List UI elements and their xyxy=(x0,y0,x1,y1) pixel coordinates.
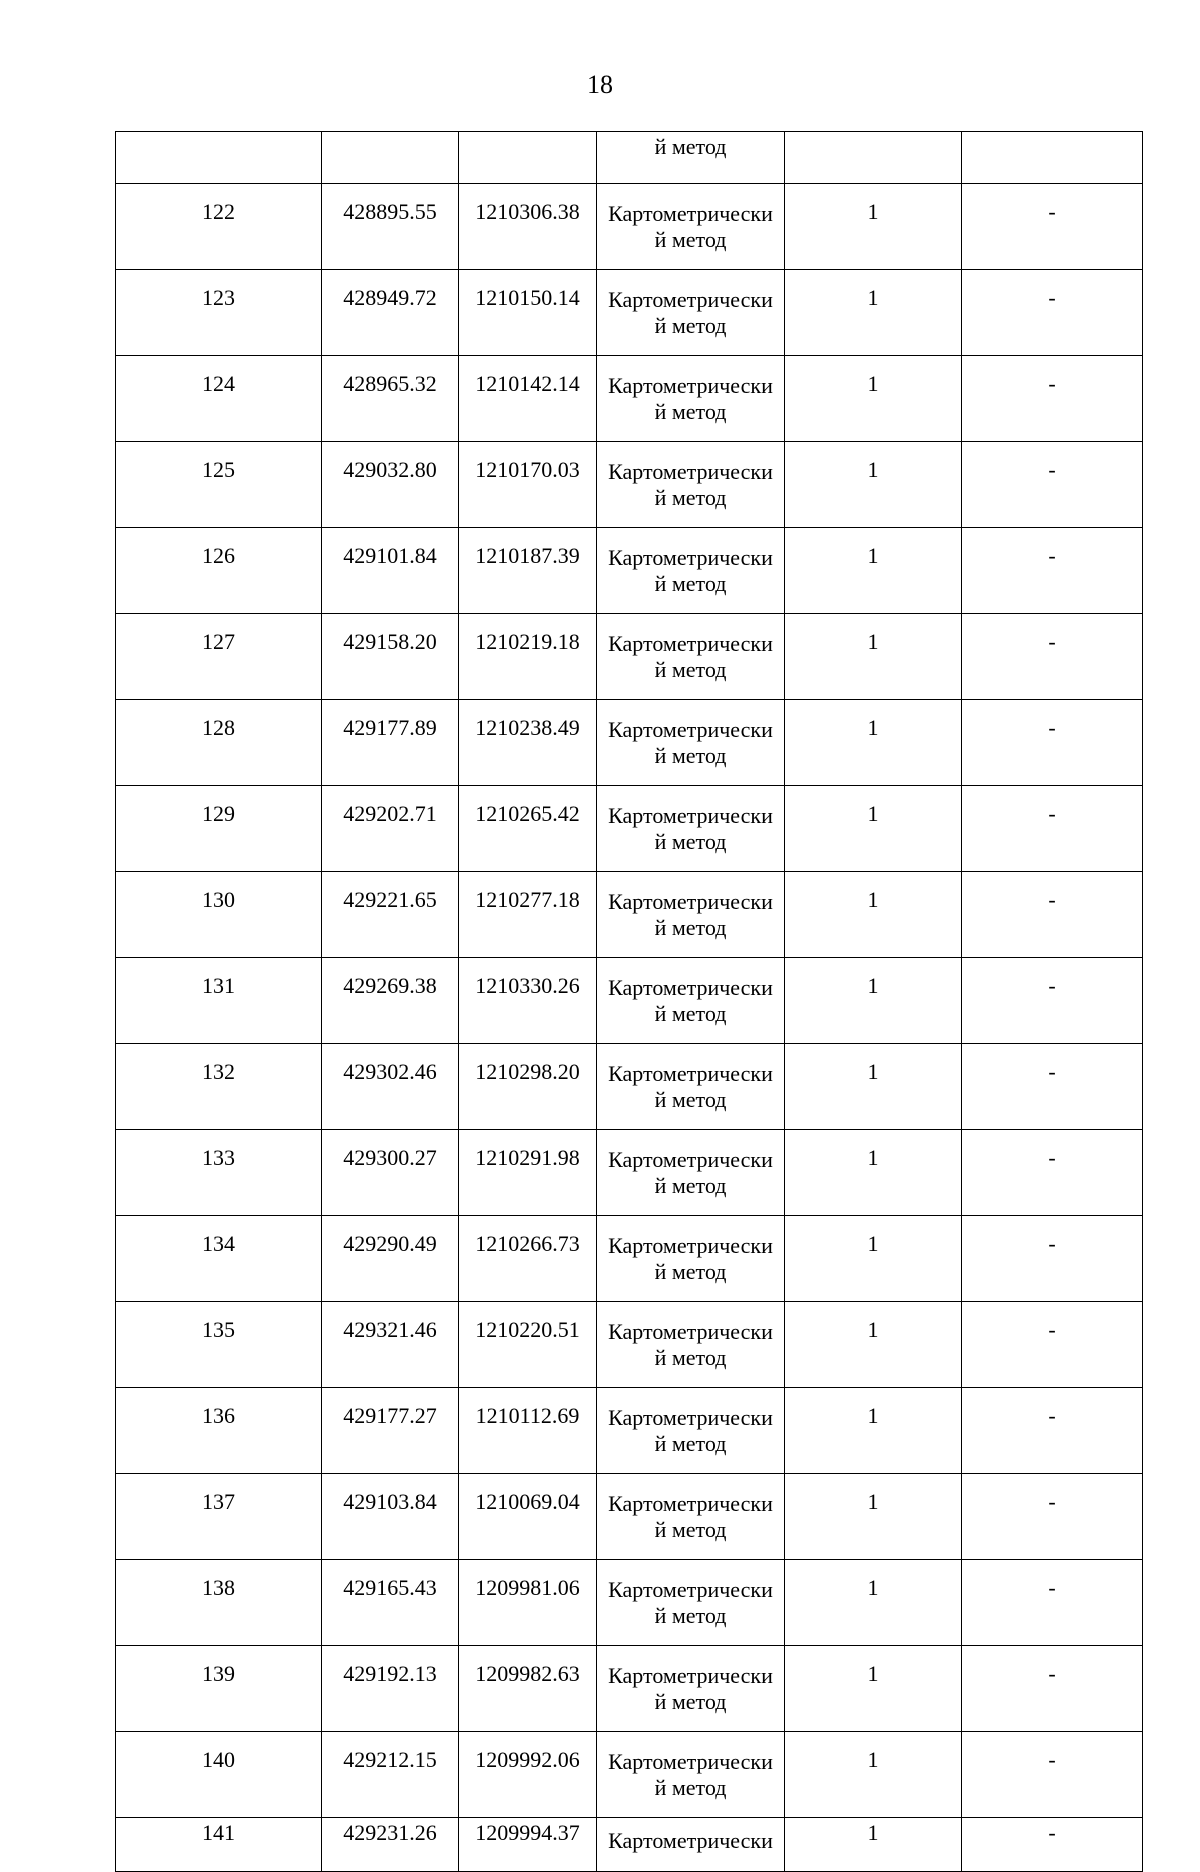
table-row xyxy=(116,1216,1143,1302)
cell-method xyxy=(597,442,785,528)
cell-accuracy: 1 xyxy=(785,614,962,700)
method-line-2: й метод xyxy=(654,1516,727,1542)
page-number: 18 xyxy=(587,70,613,99)
cell-x: 429321.46 xyxy=(322,1302,459,1388)
cell-y: 1209981.06 xyxy=(459,1560,597,1646)
table-row xyxy=(116,1044,1143,1130)
cell-note: - xyxy=(962,1818,1143,1872)
cell-y: 1210306.38 xyxy=(459,184,597,270)
cell-note xyxy=(962,132,1143,184)
cell-accuracy: 1 xyxy=(785,1216,962,1302)
cell-point-number: 139 xyxy=(116,1646,322,1732)
cell-method xyxy=(597,1646,785,1732)
method-line-2: й метод xyxy=(654,398,727,424)
table-row xyxy=(116,1388,1143,1474)
cell-x: 429032.80 xyxy=(322,442,459,528)
cell-method xyxy=(597,958,785,1044)
table-row xyxy=(116,1474,1143,1560)
cell-accuracy: 1 xyxy=(785,958,962,1044)
cell-note: - xyxy=(962,1560,1143,1646)
cell-point-number: 141 xyxy=(116,1818,322,1872)
cell-method xyxy=(597,1560,785,1646)
method-line-1: Картометрически xyxy=(608,286,773,312)
cell-x: 429192.13 xyxy=(322,1646,459,1732)
cell-point-number: 130 xyxy=(116,872,322,958)
cell-y: 1210112.69 xyxy=(459,1388,597,1474)
cell-method xyxy=(597,184,785,270)
method-line-2: й метод xyxy=(654,914,727,940)
cell-y: 1210330.26 xyxy=(459,958,597,1044)
table-row xyxy=(116,270,1143,356)
method-line-2: й метод xyxy=(654,1000,727,1026)
cell-method xyxy=(597,1388,785,1474)
method-line-1: Картометрически xyxy=(608,1828,773,1853)
cell-method xyxy=(597,700,785,786)
cell-point-number: 126 xyxy=(116,528,322,614)
cell-accuracy: 1 xyxy=(785,1818,962,1872)
cell-y: 1210265.42 xyxy=(459,786,597,872)
cell-x: 428949.72 xyxy=(322,270,459,356)
cell-accuracy: 1 xyxy=(785,872,962,958)
cell-accuracy: 1 xyxy=(785,1560,962,1646)
cell-note: - xyxy=(962,786,1143,872)
cell-point-number: 133 xyxy=(116,1130,322,1216)
cell-y: 1210277.18 xyxy=(459,872,597,958)
cell-point-number: 138 xyxy=(116,1560,322,1646)
cell-y: 1210069.04 xyxy=(459,1474,597,1560)
method-line-1: Картометрически xyxy=(608,372,773,398)
cell-y: 1209994.37 xyxy=(459,1818,597,1872)
method-line-2: й метод xyxy=(654,1172,727,1198)
cell-accuracy xyxy=(785,132,962,184)
cell-note: - xyxy=(962,184,1143,270)
cell-y: 1209982.63 xyxy=(459,1646,597,1732)
cell-note: - xyxy=(962,1216,1143,1302)
method-line-1: Картометрически xyxy=(608,630,773,656)
table-row-continuation xyxy=(116,132,1143,184)
cell-method xyxy=(597,872,785,958)
cell-note: - xyxy=(962,872,1143,958)
cell-accuracy: 1 xyxy=(785,1130,962,1216)
method-line-2: й метод xyxy=(654,1086,727,1112)
cell-x: 429158.20 xyxy=(322,614,459,700)
cell-point-number: 134 xyxy=(116,1216,322,1302)
cell-y: 1210150.14 xyxy=(459,270,597,356)
method-line-1: Картометрически xyxy=(608,888,773,914)
table-row xyxy=(116,1732,1143,1818)
cell-point-number: 123 xyxy=(116,270,322,356)
cell-point-number: 136 xyxy=(116,1388,322,1474)
cell-note: - xyxy=(962,1646,1143,1732)
cell-accuracy: 1 xyxy=(785,1732,962,1818)
method-line-1: Картометрически xyxy=(608,1576,773,1602)
cell-accuracy: 1 xyxy=(785,700,962,786)
cell-method xyxy=(597,528,785,614)
cell-method xyxy=(597,270,785,356)
method-line-1: Картометрически xyxy=(608,1318,773,1344)
cell-accuracy: 1 xyxy=(785,528,962,614)
cell-x: 429212.15 xyxy=(322,1732,459,1818)
cell-accuracy: 1 xyxy=(785,184,962,270)
method-line-2: й метод xyxy=(654,484,727,510)
cell-note: - xyxy=(962,1302,1143,1388)
cell-note: - xyxy=(962,700,1143,786)
cell-x: 429177.27 xyxy=(322,1388,459,1474)
cell-method xyxy=(597,1302,785,1388)
method-line-2: й метод xyxy=(654,1602,727,1628)
cell-point-number: 137 xyxy=(116,1474,322,1560)
cell-x: 429300.27 xyxy=(322,1130,459,1216)
table-row xyxy=(116,1646,1143,1732)
table-row xyxy=(116,1560,1143,1646)
cell-note: - xyxy=(962,528,1143,614)
method-line-2: й метод xyxy=(654,1344,727,1370)
coordinates-table xyxy=(115,131,1143,1872)
method-line-1: Картометрически xyxy=(608,1404,773,1430)
cell-method xyxy=(597,786,785,872)
cell-point-number xyxy=(116,132,322,184)
table-row-last xyxy=(116,1818,1143,1872)
cell-accuracy: 1 xyxy=(785,442,962,528)
cell-y: 1210266.73 xyxy=(459,1216,597,1302)
cell-note: - xyxy=(962,1130,1143,1216)
cell-method xyxy=(597,1044,785,1130)
cell-x: 429165.43 xyxy=(322,1560,459,1646)
coordinates-table-body xyxy=(116,132,1143,1872)
cell-point-number: 132 xyxy=(116,1044,322,1130)
method-line-1: Картометрически xyxy=(608,1232,773,1258)
method-line-1: Картометрически xyxy=(608,1060,773,1086)
cell-y: 1210170.03 xyxy=(459,442,597,528)
table-row xyxy=(116,1302,1143,1388)
cell-note: - xyxy=(962,442,1143,528)
method-line-1: Картометрически xyxy=(608,1146,773,1172)
cell-note: - xyxy=(962,958,1143,1044)
cell-note: - xyxy=(962,356,1143,442)
cell-note: - xyxy=(962,1474,1143,1560)
cell-x: 429202.71 xyxy=(322,786,459,872)
cell-x: 428895.55 xyxy=(322,184,459,270)
cell-x: 429103.84 xyxy=(322,1474,459,1560)
method-line-1: Картометрически xyxy=(608,716,773,742)
cell-y: 1210238.49 xyxy=(459,700,597,786)
table-row xyxy=(116,786,1143,872)
cell-x: 429177.89 xyxy=(322,700,459,786)
cell-accuracy: 1 xyxy=(785,1388,962,1474)
cell-note: - xyxy=(962,614,1143,700)
cell-y: 1210291.98 xyxy=(459,1130,597,1216)
method-line-1: Картометрически xyxy=(608,200,773,226)
cell-x: 429101.84 xyxy=(322,528,459,614)
cell-note: - xyxy=(962,1044,1143,1130)
cell-x: 429221.65 xyxy=(322,872,459,958)
method-line-1: Картометрически xyxy=(608,1662,773,1688)
cell-y: 1210187.39 xyxy=(459,528,597,614)
cell-y xyxy=(459,132,597,184)
cell-x: 429302.46 xyxy=(322,1044,459,1130)
method-line-2: й метод xyxy=(654,1688,727,1714)
method-line-2: й метод xyxy=(654,742,727,768)
cell-point-number: 127 xyxy=(116,614,322,700)
table-row xyxy=(116,1130,1143,1216)
cell-x: 429231.26 xyxy=(322,1818,459,1872)
method-line-1: Картометрически xyxy=(608,802,773,828)
table-row xyxy=(116,356,1143,442)
cell-accuracy: 1 xyxy=(785,786,962,872)
cell-point-number: 131 xyxy=(116,958,322,1044)
cell-accuracy: 1 xyxy=(785,1302,962,1388)
method-line-2: й метод xyxy=(654,134,727,159)
table-row xyxy=(116,528,1143,614)
cell-method xyxy=(597,1130,785,1216)
method-line-2: й метод xyxy=(654,1258,727,1284)
cell-y: 1210298.20 xyxy=(459,1044,597,1130)
method-line-2: й метод xyxy=(654,226,727,252)
method-line-2: й метод xyxy=(654,1430,727,1456)
cell-note: - xyxy=(962,1388,1143,1474)
cell-x xyxy=(322,132,459,184)
cell-method xyxy=(597,132,785,184)
cell-x: 429290.49 xyxy=(322,1216,459,1302)
method-line-2: й метод xyxy=(654,828,727,854)
cell-y: 1210220.51 xyxy=(459,1302,597,1388)
method-line-2: й метод xyxy=(654,570,727,596)
cell-note: - xyxy=(962,1732,1143,1818)
cell-point-number: 122 xyxy=(116,184,322,270)
table-row xyxy=(116,958,1143,1044)
cell-method xyxy=(597,614,785,700)
method-line-1: Картометрически xyxy=(608,544,773,570)
cell-point-number: 129 xyxy=(116,786,322,872)
cell-point-number: 135 xyxy=(116,1302,322,1388)
table-row xyxy=(116,184,1143,270)
cell-point-number: 125 xyxy=(116,442,322,528)
cell-accuracy: 1 xyxy=(785,270,962,356)
cell-method xyxy=(597,356,785,442)
cell-y: 1209992.06 xyxy=(459,1732,597,1818)
cell-x: 429269.38 xyxy=(322,958,459,1044)
table-row xyxy=(116,614,1143,700)
cell-point-number: 140 xyxy=(116,1732,322,1818)
cell-note: - xyxy=(962,270,1143,356)
method-line-2: й метод xyxy=(654,656,727,682)
cell-method xyxy=(597,1474,785,1560)
method-line-2: й метод xyxy=(654,1774,727,1800)
cell-accuracy: 1 xyxy=(785,1044,962,1130)
cell-accuracy: 1 xyxy=(785,1646,962,1732)
method-line-1: Картометрически xyxy=(608,1490,773,1516)
cell-method xyxy=(597,1216,785,1302)
cell-y: 1210219.18 xyxy=(459,614,597,700)
cell-y: 1210142.14 xyxy=(459,356,597,442)
table-row xyxy=(116,872,1143,958)
method-line-1: Картометрически xyxy=(608,458,773,484)
cell-x: 428965.32 xyxy=(322,356,459,442)
cell-point-number: 128 xyxy=(116,700,322,786)
cell-accuracy: 1 xyxy=(785,356,962,442)
method-line-1: Картометрически xyxy=(608,1748,773,1774)
cell-method xyxy=(597,1732,785,1818)
cell-accuracy: 1 xyxy=(785,1474,962,1560)
table-row xyxy=(116,442,1143,528)
method-line-1: Картометрически xyxy=(608,974,773,1000)
cell-method xyxy=(597,1818,785,1872)
cell-point-number: 124 xyxy=(116,356,322,442)
method-line-2: й метод xyxy=(654,312,727,338)
table-row xyxy=(116,700,1143,786)
